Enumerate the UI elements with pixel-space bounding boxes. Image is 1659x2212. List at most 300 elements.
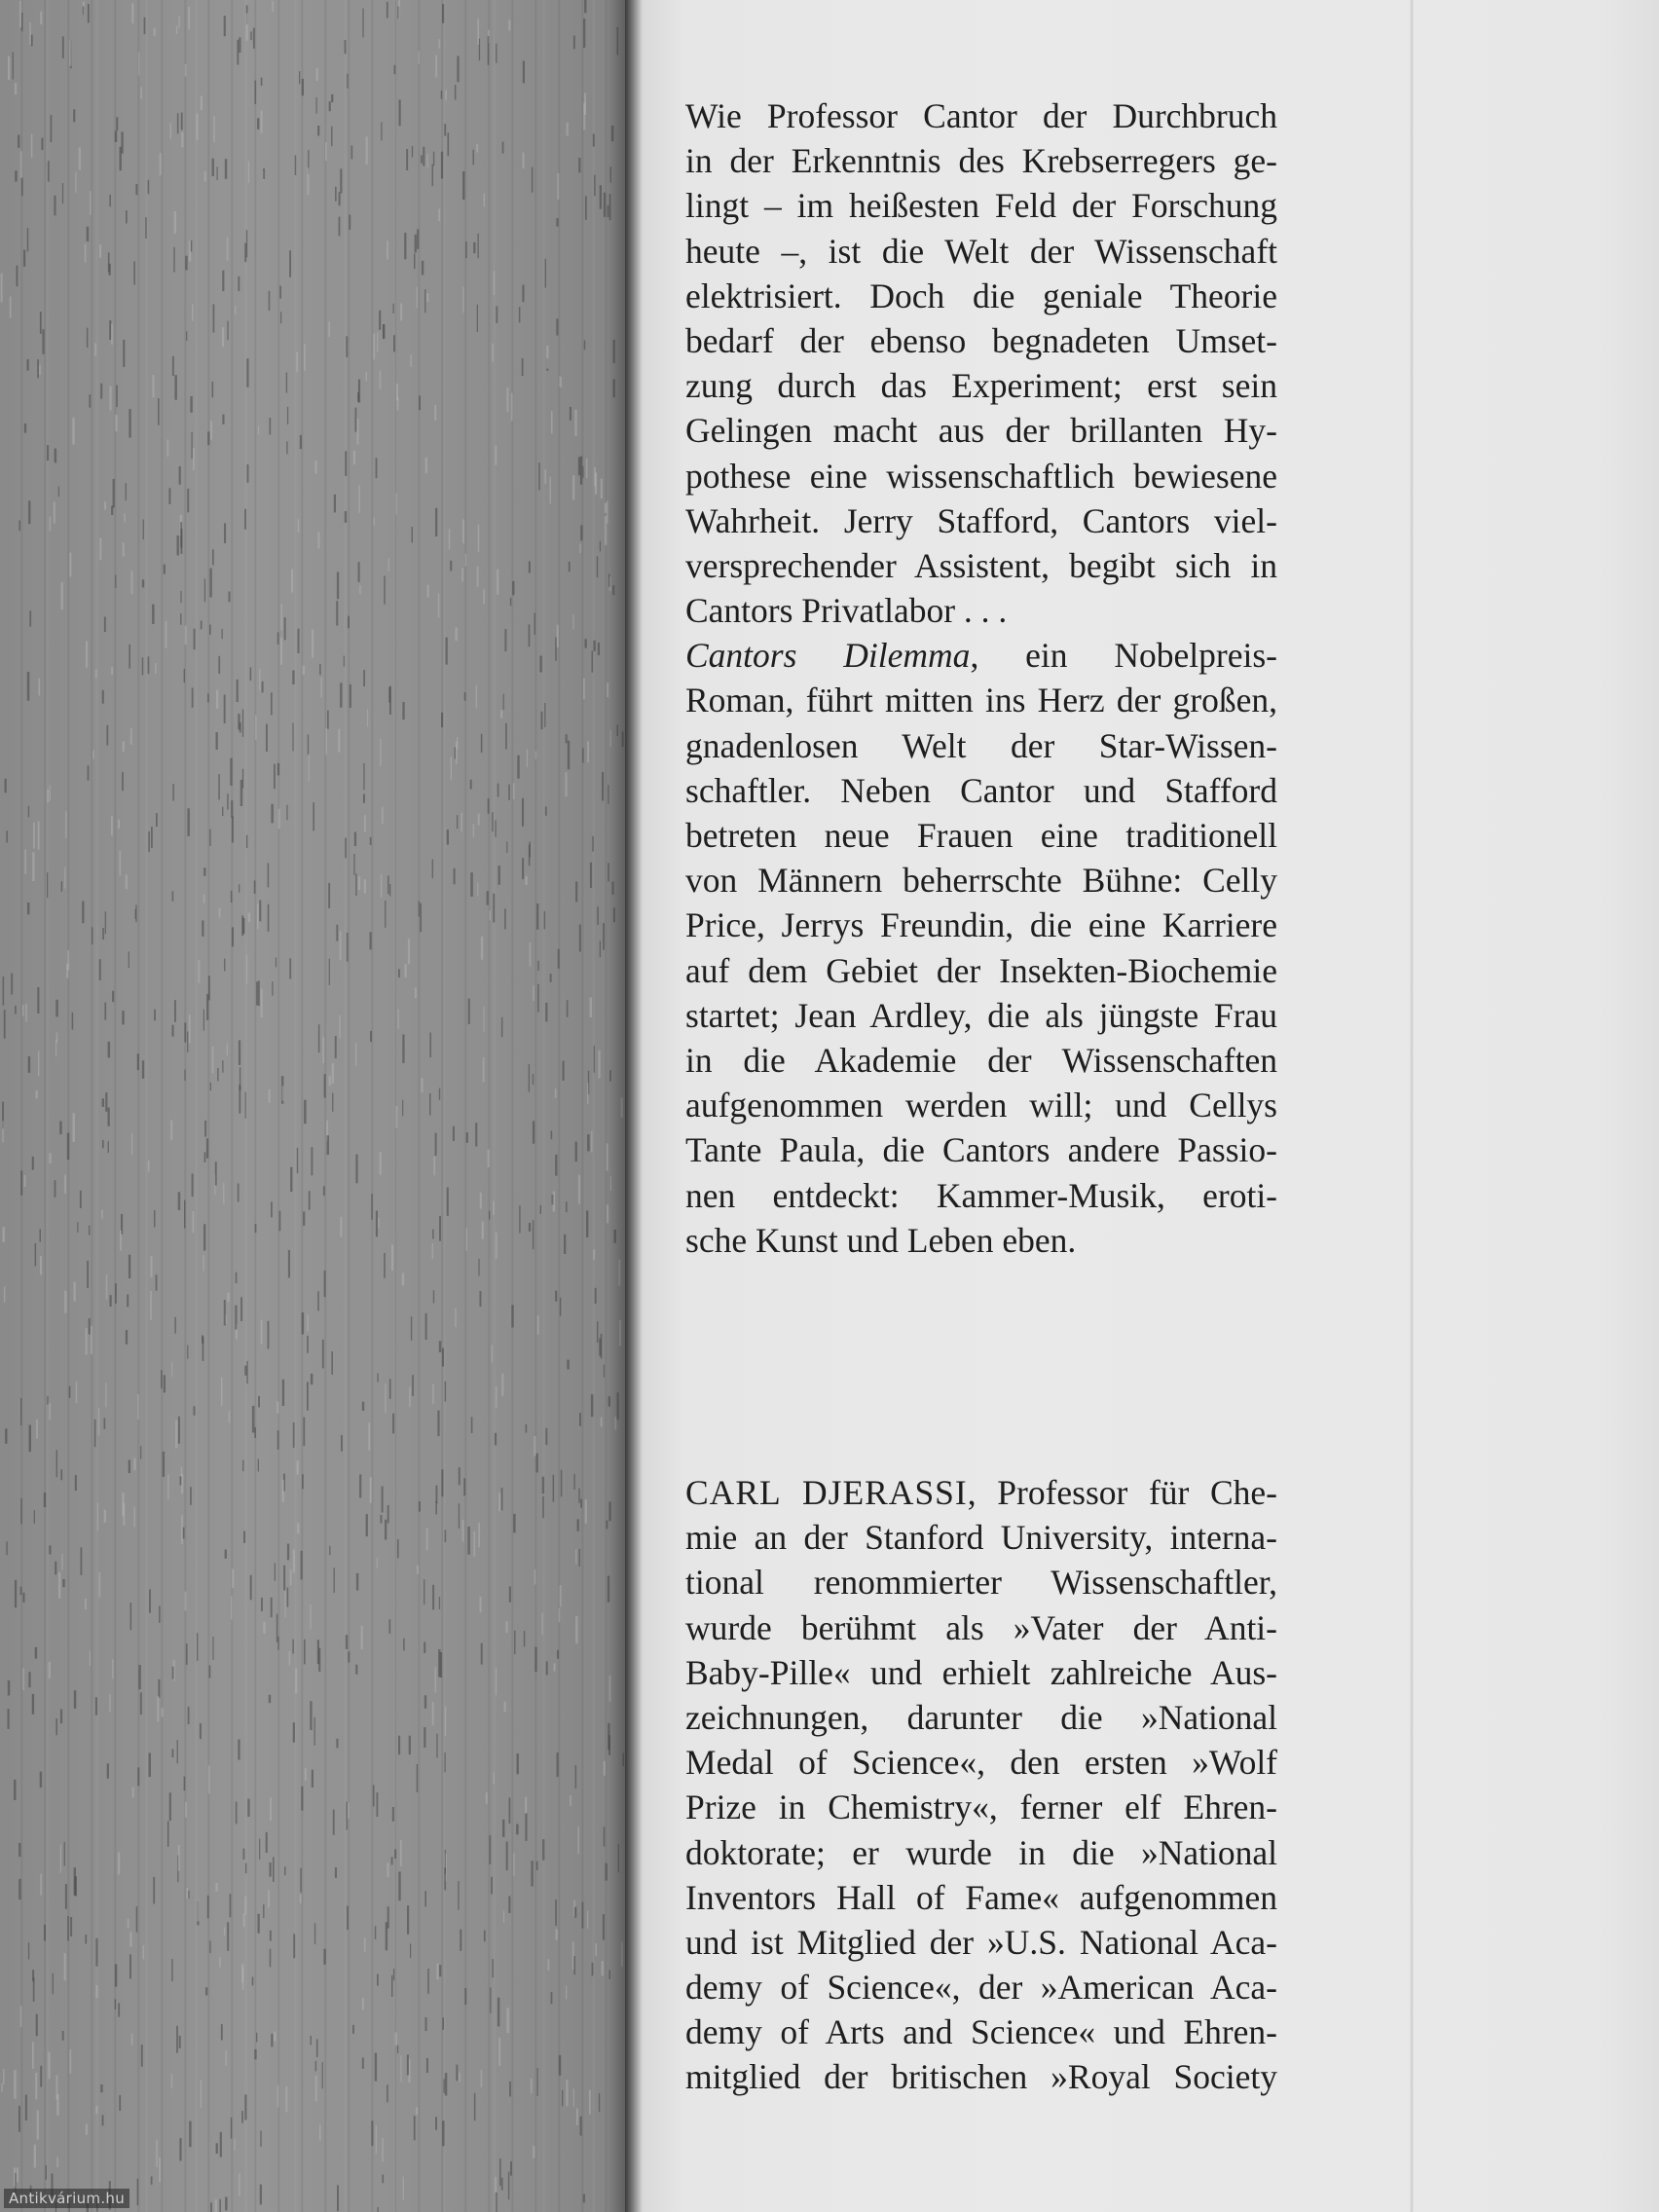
wood-grain-mark bbox=[359, 1474, 361, 1497]
wood-grain-mark bbox=[349, 214, 350, 230]
bio-line: mitglied der britischen »Royal Society bbox=[685, 2057, 1277, 2097]
wood-grain-mark bbox=[546, 1661, 548, 1675]
wood-grain-mark bbox=[212, 1047, 214, 1074]
wood-grain-mark bbox=[351, 145, 353, 159]
wood-grain-mark bbox=[494, 1773, 495, 1785]
wood-grain-mark bbox=[302, 79, 304, 95]
wood-grain-mark bbox=[603, 1914, 605, 1940]
wood-grain-mark bbox=[400, 1840, 402, 1866]
wood-grain-mark bbox=[414, 2116, 416, 2140]
wood-grain-mark bbox=[480, 1291, 482, 1307]
wood-grain-mark bbox=[1, 274, 3, 303]
wood-grain-mark bbox=[212, 1637, 213, 1660]
wood-grain-mark bbox=[575, 1765, 577, 1788]
wood-grain-mark bbox=[208, 976, 210, 1000]
wood-grain-mark bbox=[329, 1546, 330, 1555]
wood-grain-mark bbox=[181, 1467, 182, 1477]
wood-grain-mark bbox=[203, 1224, 205, 1250]
wood-grain-mark bbox=[442, 2120, 445, 2146]
wood-grain-mark bbox=[28, 806, 29, 818]
wood-grain-mark bbox=[61, 582, 63, 609]
wood-grain-mark bbox=[340, 168, 342, 193]
wood-grain-mark bbox=[319, 664, 321, 675]
wood-grain-mark bbox=[109, 195, 111, 207]
wood-grain-mark bbox=[269, 1089, 271, 1103]
wood-grain-mark bbox=[209, 625, 211, 635]
wood-grain-mark bbox=[283, 1566, 285, 1591]
wood-grain-mark bbox=[167, 1475, 168, 1499]
wood-grain-mark bbox=[305, 1768, 307, 1781]
wood-grain-mark bbox=[553, 1192, 555, 1212]
wood-grain-mark bbox=[115, 1964, 117, 1986]
wood-grain-mark bbox=[585, 639, 587, 647]
wood-grain-mark bbox=[540, 1205, 541, 1214]
wood-grain-mark bbox=[31, 134, 33, 159]
wood-grain-mark bbox=[132, 1788, 134, 1798]
wood-grain-mark bbox=[533, 1121, 535, 1143]
wood-grain-mark bbox=[11, 974, 13, 995]
wood-grain-mark bbox=[524, 1631, 526, 1646]
wood-grain-mark bbox=[91, 1326, 92, 1354]
wood-grain-mark bbox=[555, 1155, 557, 1176]
wood-grain-mark bbox=[128, 1919, 129, 1929]
wood-grain-mark bbox=[232, 817, 234, 843]
page-fold-line bbox=[1410, 0, 1414, 2212]
wood-grain-mark bbox=[144, 18, 146, 34]
wood-grain-mark bbox=[133, 1506, 135, 1527]
wood-grain-mark bbox=[108, 1108, 110, 1126]
wood-grain-mark bbox=[74, 1690, 77, 1709]
wood-grain-mark bbox=[488, 798, 490, 814]
bio-line: Prize in Chemistry«, ferner elf Ehren- bbox=[685, 1788, 1277, 1827]
wood-grain-mark bbox=[392, 1414, 394, 1434]
wood-grain-mark bbox=[554, 1663, 556, 1671]
wood-grain-mark bbox=[445, 91, 447, 100]
wood-grain-mark bbox=[293, 1550, 295, 1573]
wood-grain-mark bbox=[87, 227, 90, 241]
wood-grain-mark bbox=[488, 1150, 490, 1168]
wood-grain-mark bbox=[535, 1647, 536, 1673]
wood-grain-mark bbox=[137, 2179, 139, 2205]
wood-grain-mark bbox=[287, 407, 288, 424]
wood-grain-mark bbox=[44, 1925, 46, 1941]
wood-grain-mark bbox=[122, 1011, 124, 1024]
wood-grain-mark bbox=[545, 806, 547, 815]
wood-grain-mark bbox=[548, 1959, 550, 1971]
wood-grain-mark bbox=[462, 171, 465, 200]
wood-grain-mark bbox=[478, 1259, 479, 1276]
wood-grain-mark bbox=[572, 614, 573, 630]
wood-grain-mark bbox=[582, 748, 584, 762]
wood-grain-mark bbox=[366, 372, 368, 382]
bio-line: Baby-Pille« und erhielt zahlreiche Aus- bbox=[685, 1652, 1277, 1692]
wood-grain-mark bbox=[477, 567, 479, 587]
wood-grain-mark bbox=[394, 65, 396, 75]
wood-grain-mark bbox=[158, 398, 160, 425]
wood-grain-mark bbox=[73, 1113, 76, 1142]
wood-grain-mark bbox=[490, 1987, 491, 2012]
wood-grain-mark bbox=[20, 1587, 22, 1596]
wood-grain-mark bbox=[105, 911, 106, 934]
wood-grain-mark bbox=[83, 7, 85, 16]
wood-grain-mark bbox=[204, 578, 205, 602]
wood-grain-mark bbox=[275, 1563, 276, 1580]
wood-grain-mark bbox=[382, 1487, 384, 1513]
wood-grain-mark bbox=[600, 940, 601, 957]
wood-grain-mark bbox=[20, 1170, 22, 1196]
wood-grain-mark bbox=[55, 1562, 56, 1575]
wood-grain-mark bbox=[537, 961, 538, 972]
wood-grain-mark bbox=[40, 1874, 42, 1896]
wood-grain-mark bbox=[25, 2095, 27, 2121]
wood-grain-mark bbox=[104, 1003, 106, 1020]
wood-grain-mark bbox=[542, 1477, 544, 1494]
wood-grain-mark bbox=[269, 1695, 271, 1704]
wood-grain-mark bbox=[64, 1953, 66, 1980]
wood-grain-mark bbox=[295, 1669, 297, 1694]
wood-grain-mark bbox=[123, 741, 125, 752]
wood-grain-mark bbox=[577, 1826, 579, 1854]
wood-grain-mark bbox=[69, 1386, 71, 1398]
wood-grain-mark bbox=[274, 764, 276, 790]
wood-grain-mark bbox=[215, 1883, 217, 1892]
wood-grain-mark bbox=[85, 243, 87, 262]
wood-grain-mark bbox=[534, 1436, 535, 1456]
wood-grain-mark bbox=[180, 522, 182, 547]
wood-grain-mark bbox=[395, 1106, 397, 1128]
wood-grain-mark bbox=[353, 854, 354, 875]
wood-grain-mark bbox=[40, 312, 42, 334]
wood-grain-mark bbox=[55, 449, 57, 463]
wood-grain-mark bbox=[509, 2082, 511, 2097]
wood-grain-mark bbox=[483, 589, 485, 604]
wood-grain-mark bbox=[560, 1585, 562, 1606]
wood-grain-mark bbox=[111, 816, 113, 835]
wood-grain-mark bbox=[496, 1233, 498, 1259]
wood-grain-mark bbox=[555, 638, 557, 661]
wood-grain-mark bbox=[141, 2045, 143, 2067]
wood-grain-mark bbox=[187, 808, 190, 836]
wood-grain-mark bbox=[75, 1475, 77, 1491]
wood-grain-mark bbox=[263, 168, 265, 179]
wood-grain-mark bbox=[402, 1100, 403, 1117]
wood-grain-mark bbox=[484, 194, 486, 207]
wood-grain-mark bbox=[578, 1489, 579, 1503]
wood-grain-mark bbox=[396, 397, 398, 410]
wood-grain-mark bbox=[273, 1857, 275, 1882]
wood-grain-mark bbox=[464, 1988, 466, 2005]
wood-grain-mark bbox=[476, 684, 477, 708]
wood-grain-mark bbox=[184, 1022, 186, 1042]
wood-grain-mark bbox=[300, 1895, 302, 1903]
wood-grain-mark bbox=[495, 821, 496, 837]
wood-grain-mark bbox=[184, 669, 185, 682]
wood-grain-mark bbox=[489, 1211, 490, 1220]
wood-grain-mark bbox=[176, 2026, 178, 2053]
wood-grain-mark bbox=[438, 593, 440, 617]
wood-grain-mark bbox=[181, 113, 183, 130]
wood-grain-mark bbox=[254, 2049, 256, 2059]
wood-grain-mark bbox=[15, 170, 18, 181]
wood-grain-mark bbox=[570, 1795, 571, 1806]
wood-grain-mark bbox=[250, 31, 252, 40]
wood-grain-mark bbox=[135, 909, 136, 919]
wood-grain-mark bbox=[352, 2025, 354, 2034]
wood-grain-mark bbox=[276, 1401, 278, 1413]
wood-grain-mark bbox=[231, 2118, 233, 2139]
bio-first-line bbox=[685, 1470, 1277, 1515]
wood-grain-mark bbox=[591, 1130, 592, 1152]
wood-grain-mark bbox=[208, 1766, 210, 1794]
wood-grain-mark bbox=[412, 1375, 414, 1396]
wood-grain-mark bbox=[19, 521, 21, 532]
bio-line: zeichnungen, darunter die »National bbox=[685, 1697, 1277, 1737]
wood-grain-mark bbox=[124, 513, 126, 522]
wood-grain-mark bbox=[230, 1894, 232, 1917]
author-bio-text bbox=[685, 1470, 1277, 2100]
wood-grain-mark bbox=[542, 1839, 544, 1861]
wood-grain-mark bbox=[187, 1346, 188, 1359]
wood-grain-mark bbox=[560, 1298, 561, 1316]
wood-grain-mark bbox=[293, 1934, 295, 1958]
wood-grain-mark bbox=[370, 1031, 372, 1042]
wood-grain-mark bbox=[490, 1835, 492, 1864]
wood-grain-mark bbox=[258, 1459, 259, 1472]
wood-grain-mark bbox=[177, 113, 179, 133]
wood-grain-mark bbox=[422, 1078, 424, 1092]
wood-grain-mark bbox=[445, 1850, 446, 1874]
wood-grain-mark bbox=[566, 1986, 567, 2000]
wood-grain-mark bbox=[417, 287, 418, 309]
wood-grain-mark bbox=[4, 1287, 6, 1303]
wood-grain-mark bbox=[526, 1424, 528, 1433]
wood-grain-mark bbox=[129, 1933, 131, 1947]
wood-grain-mark bbox=[536, 903, 538, 930]
wood-grain-mark bbox=[250, 667, 252, 681]
wood-grain-mark bbox=[86, 641, 88, 668]
wood-grain-mark bbox=[499, 2158, 501, 2186]
wood-grain-mark bbox=[60, 1845, 61, 1873]
wood-grain-mark bbox=[32, 1970, 34, 1981]
blurb-line: Wahrheit. Jerry Stafford, Cantors viel- bbox=[685, 500, 1277, 540]
wood-grain-mark bbox=[409, 1387, 411, 1408]
wood-grain-mark bbox=[260, 2131, 261, 2147]
wood-grain-mark bbox=[21, 13, 23, 31]
wood-grain-mark bbox=[533, 985, 535, 1001]
wood-grain-mark bbox=[193, 448, 195, 470]
wood-grain-mark bbox=[387, 1505, 389, 1524]
wood-grain-mark bbox=[362, 9, 363, 38]
wood-grain-mark bbox=[506, 1842, 508, 1871]
wood-grain-mark bbox=[424, 289, 425, 313]
wood-grain-mark bbox=[76, 1382, 78, 1403]
wood-grain-mark bbox=[277, 1637, 278, 1650]
wood-grain-mark bbox=[245, 1092, 246, 1119]
wood-grain-mark bbox=[590, 998, 592, 1017]
wood-grain-mark bbox=[123, 542, 125, 557]
wood-grain-mark bbox=[480, 1597, 482, 1612]
wood-grain-mark bbox=[179, 16, 180, 28]
wood-grain-mark bbox=[185, 626, 187, 645]
wood-grain-mark bbox=[346, 336, 348, 357]
wood-grain-mark bbox=[419, 1501, 421, 1512]
wood-grain-mark bbox=[204, 1121, 206, 1137]
wood-grain-mark bbox=[222, 327, 224, 347]
wood-grain-mark bbox=[307, 1336, 309, 1353]
wood-grain-mark bbox=[115, 130, 118, 142]
wood-grain-mark bbox=[575, 881, 577, 902]
wood-grain-mark bbox=[181, 132, 183, 147]
wood-grain-mark bbox=[242, 710, 243, 737]
wood-grain-mark bbox=[339, 1015, 341, 1038]
wood-grain-mark bbox=[216, 2143, 218, 2154]
wood-grain-mark bbox=[246, 835, 248, 849]
wood-grain-mark bbox=[489, 910, 491, 920]
wood-grain-mark bbox=[402, 702, 404, 719]
wood-grain-mark bbox=[3, 1227, 5, 1242]
wood-grain-mark bbox=[442, 2017, 444, 2030]
wood-grain-mark bbox=[224, 1928, 226, 1936]
wood-grain-mark bbox=[577, 1519, 579, 1530]
wood-grain-mark bbox=[484, 1931, 486, 1942]
wood-grain-mark bbox=[433, 152, 434, 166]
wood-grain-mark bbox=[420, 903, 422, 933]
wood-grain-mark bbox=[140, 1692, 142, 1714]
wood-grain-mark bbox=[302, 1312, 305, 1335]
wood-grain-mark bbox=[263, 1622, 265, 1634]
wood-grain-mark bbox=[387, 875, 389, 894]
wood-grain-mark bbox=[170, 123, 171, 138]
wood-grain-mark bbox=[533, 1220, 534, 1249]
wood-grain-mark bbox=[347, 1802, 348, 1830]
wood-grain-mark bbox=[358, 485, 359, 513]
wood-grain-mark bbox=[286, 805, 287, 821]
wood-grain-mark bbox=[94, 1419, 96, 1447]
wood-grain-mark bbox=[102, 1140, 104, 1148]
wood-grain-mark bbox=[455, 627, 457, 641]
wood-grain-mark bbox=[545, 1003, 547, 1021]
wood-grain-mark bbox=[513, 1514, 516, 1532]
wood-grain-mark bbox=[587, 1083, 588, 1104]
wood-grain-mark bbox=[564, 1235, 566, 1254]
wood-grain-mark bbox=[421, 155, 423, 163]
wood-grain-mark bbox=[49, 1662, 51, 1678]
wood-grain-mark bbox=[340, 682, 342, 707]
wood-grain-mark bbox=[133, 261, 135, 284]
wood-grain-mark bbox=[587, 1134, 590, 1151]
wood-grain-mark bbox=[56, 2157, 58, 2168]
wood-grain-mark bbox=[277, 2085, 279, 2108]
wood-grain-mark bbox=[225, 159, 228, 179]
wood-grain-mark bbox=[573, 1956, 575, 1974]
wood-grain-mark bbox=[198, 960, 200, 983]
wood-grain-mark bbox=[230, 758, 232, 786]
wood-grain-mark bbox=[47, 445, 49, 461]
wood-grain-mark bbox=[60, 1469, 62, 1480]
wood-grain-mark bbox=[224, 959, 225, 972]
wood-grain-mark bbox=[259, 901, 261, 922]
wood-grain-mark bbox=[167, 1821, 169, 1847]
wood-grain-mark bbox=[148, 831, 150, 852]
wood-grain-mark bbox=[97, 1503, 98, 1531]
wood-grain-mark bbox=[473, 150, 474, 166]
wood-grain-mark bbox=[478, 525, 480, 552]
wood-grain-mark bbox=[496, 1668, 497, 1696]
wood-grain-mark bbox=[40, 1256, 42, 1274]
wood-grain-mark bbox=[286, 373, 287, 393]
wood-grain-mark bbox=[268, 1890, 270, 1907]
wood-grain-mark bbox=[130, 728, 132, 745]
wood-grain-mark bbox=[426, 154, 427, 167]
wood-grain-mark bbox=[415, 987, 417, 998]
wood-grain-mark bbox=[8, 56, 10, 81]
wood-grain-mark bbox=[364, 1937, 366, 1952]
wood-grain-mark bbox=[189, 2121, 191, 2148]
wood-grain-mark bbox=[578, 1175, 580, 1204]
wood-grain-mark bbox=[573, 1474, 574, 1490]
wood-grain-mark bbox=[537, 2068, 538, 2096]
wood-grain-mark bbox=[245, 1863, 247, 1874]
wood-grain-mark bbox=[545, 469, 547, 484]
wood-grain-mark bbox=[158, 1679, 160, 1698]
wood-grain-mark bbox=[334, 1567, 335, 1592]
wood-grain-mark bbox=[539, 656, 541, 673]
wood-grain-mark bbox=[69, 2049, 71, 2074]
wood-grain-mark bbox=[179, 2036, 181, 2048]
wood-grain-mark bbox=[592, 650, 594, 672]
wood-grain-mark bbox=[188, 7, 190, 30]
wood-grain-mark bbox=[414, 253, 416, 269]
wood-grain-mark bbox=[227, 793, 229, 809]
wood-grain-mark bbox=[194, 1406, 196, 1416]
wood-grain-mark bbox=[301, 1787, 303, 1811]
wood-grain-mark bbox=[473, 824, 474, 837]
wood-grain-mark bbox=[243, 1849, 245, 1860]
wood-grain-mark bbox=[505, 723, 507, 750]
wood-grain-mark bbox=[1, 2083, 2, 2092]
wood-grain-mark bbox=[597, 1321, 598, 1343]
wood-grain-mark bbox=[185, 64, 187, 77]
wood-grain-mark bbox=[332, 1063, 334, 1084]
wood-grain-mark bbox=[355, 408, 357, 432]
wood-grain-mark bbox=[266, 724, 268, 752]
wood-grain-mark bbox=[580, 2117, 582, 2136]
wood-grain-mark bbox=[444, 2079, 445, 2093]
wood-grain-mark bbox=[31, 35, 33, 47]
wood-grain-mark bbox=[551, 1992, 553, 2004]
wood-grain-mark bbox=[432, 1230, 434, 1239]
wood-grain-mark bbox=[126, 1330, 128, 1345]
wood-grain-mark bbox=[38, 822, 40, 850]
wood-grain-mark bbox=[422, 261, 424, 276]
wood-grain-mark bbox=[587, 1911, 588, 1930]
wood-grain-mark bbox=[88, 4, 90, 23]
wood-grain-mark bbox=[247, 1799, 249, 1818]
wood-grain-mark bbox=[181, 1474, 183, 1493]
wood-grain-mark bbox=[426, 2058, 428, 2073]
wood-grain-mark bbox=[558, 949, 560, 969]
wood-grain-mark bbox=[599, 2093, 600, 2112]
wood-grain-mark bbox=[229, 592, 231, 603]
wood-grain-mark bbox=[345, 838, 347, 859]
wood-grain-mark bbox=[335, 1036, 337, 1058]
wood-grain-mark bbox=[382, 807, 384, 824]
wood-grain-mark bbox=[129, 409, 130, 438]
wood-grain-mark bbox=[531, 1861, 533, 1886]
wood-grain-mark bbox=[17, 266, 18, 287]
wood-grain-mark bbox=[239, 884, 240, 892]
wood-grain-mark bbox=[236, 1802, 238, 1825]
